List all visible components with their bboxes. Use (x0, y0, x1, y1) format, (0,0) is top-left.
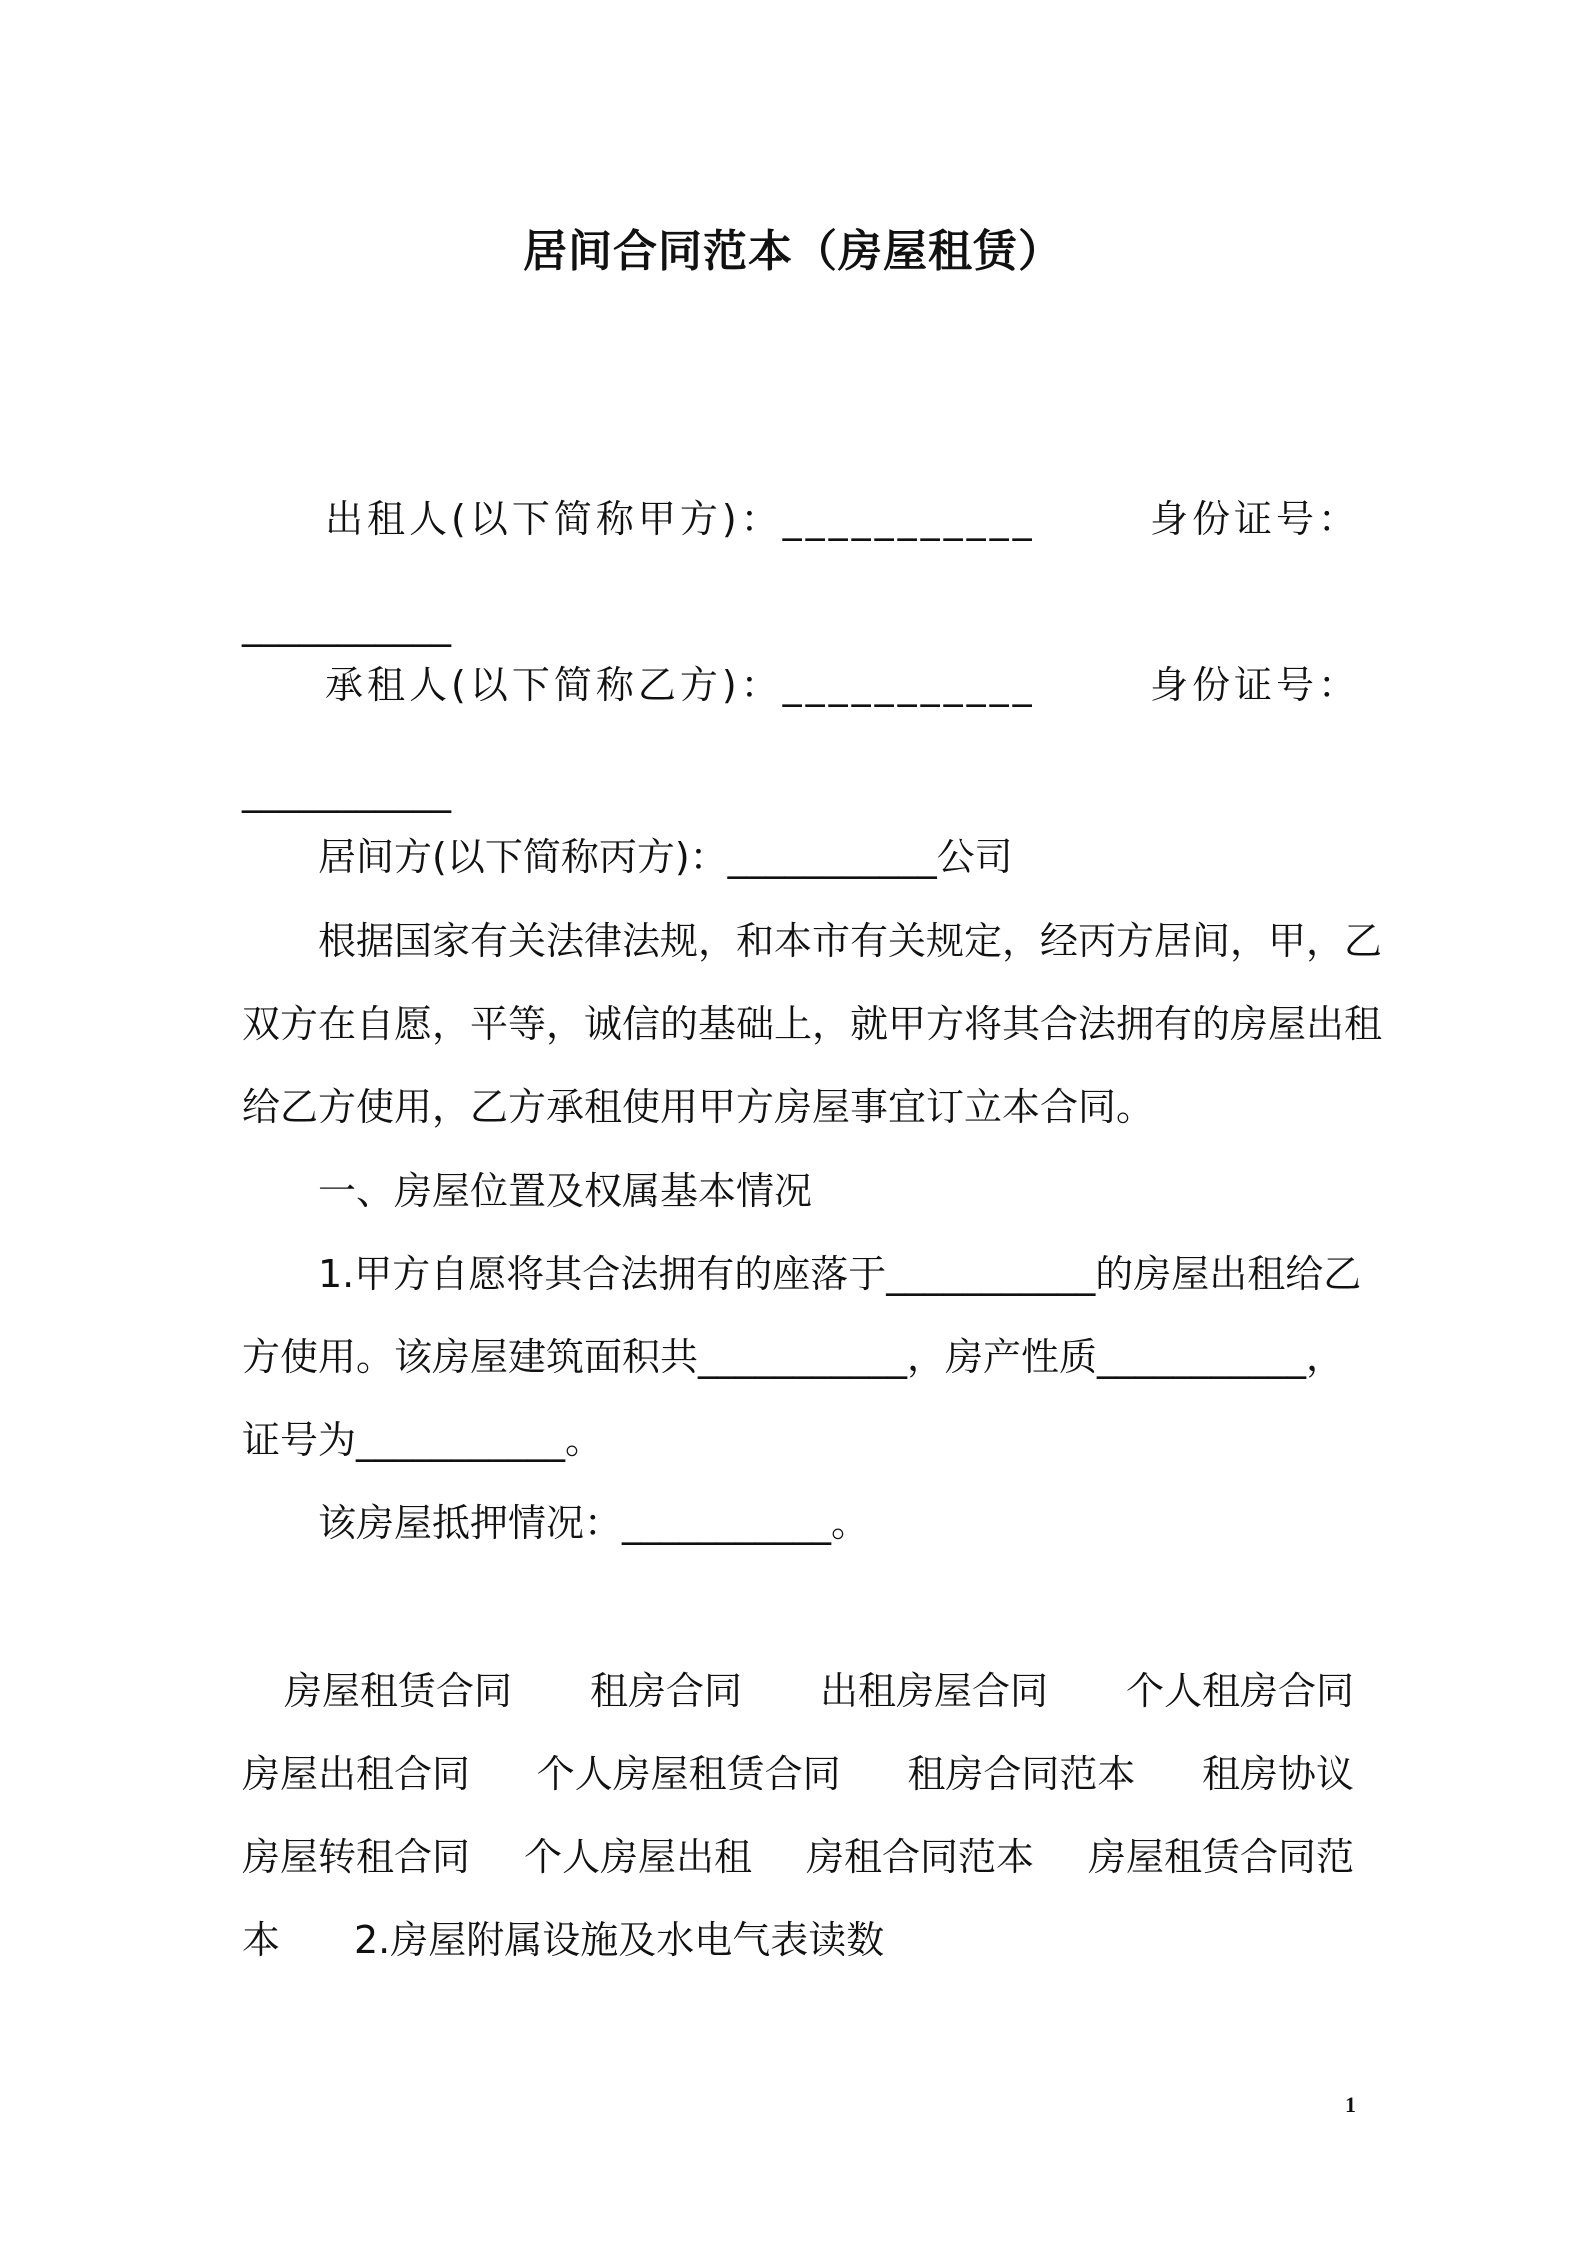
keyword: 租房协议 (1201, 1752, 1354, 1796)
lessor-id-blank: ___________ (242, 603, 451, 647)
keyword: 出租房屋合同 (819, 1669, 1048, 1713)
keyword: 房屋租赁合同范 (1087, 1835, 1354, 1879)
preamble-line-3: 给乙方使用，乙方承租使用甲方房屋事宜订立本合同。 (242, 1085, 1155, 1129)
preamble-line-1: 根据国家有关法律法规，和本市有关规定，经丙方居间，甲，乙 (318, 919, 1383, 963)
section-heading: 一、房屋位置及权属基本情况 (318, 1169, 813, 1213)
document-title: 居间合同范本（房屋租赁） (523, 226, 1063, 277)
keyword-row (242, 1832, 1354, 1882)
keyword: 个人房屋租赁合同 (536, 1752, 841, 1796)
keyword: 房屋转租合同 (242, 1835, 471, 1879)
keyword: 租房合同范本 (907, 1752, 1136, 1796)
clause-2-heading: 2.房屋附属设施及水电气表读数 (354, 1918, 885, 1962)
keyword-row (242, 1749, 1354, 1799)
keyword: 个人房屋出租 (523, 1835, 752, 1879)
broker-label: 居间方(以下简称丙方)：___________公司 (318, 835, 1013, 879)
keyword-row-end: 本 (242, 1918, 281, 1962)
preamble-line-2: 双方在自愿，平等，诚信的基础上，就甲方将其合法拥有的房屋出租 (242, 1002, 1383, 1046)
clause-line-3: 证号为___________。 (242, 1418, 604, 1462)
page-number: 1 (1345, 2092, 1356, 2117)
keyword: 房屋出租合同 (242, 1752, 471, 1796)
lessee-id-label: 身份证号： (1150, 663, 1361, 707)
lessee-label: 承租人(以下简称乙方)：___________ (325, 663, 1036, 707)
clause-line-1: 1.甲方自愿将其合法拥有的座落于___________的房屋出租给乙 (318, 1252, 1362, 1296)
keyword: 房租合同范本 (805, 1835, 1034, 1879)
keyword-row (284, 1666, 1354, 1716)
lessee-id-blank: ___________ (242, 769, 451, 813)
lessor-id-label: 身份证号： (1150, 497, 1361, 541)
clause-line-2: 方使用。该房屋建筑面积共___________，房产性质___________， (242, 1335, 1345, 1379)
keyword: 租房合同 (589, 1669, 742, 1713)
mortgage-line: 该房屋抵押情况：___________。 (318, 1501, 870, 1545)
keyword: 房屋租赁合同 (284, 1669, 513, 1713)
lessor-label: 出租人(以下简称甲方)：___________ (325, 497, 1036, 541)
keyword: 个人租房合同 (1125, 1669, 1354, 1713)
